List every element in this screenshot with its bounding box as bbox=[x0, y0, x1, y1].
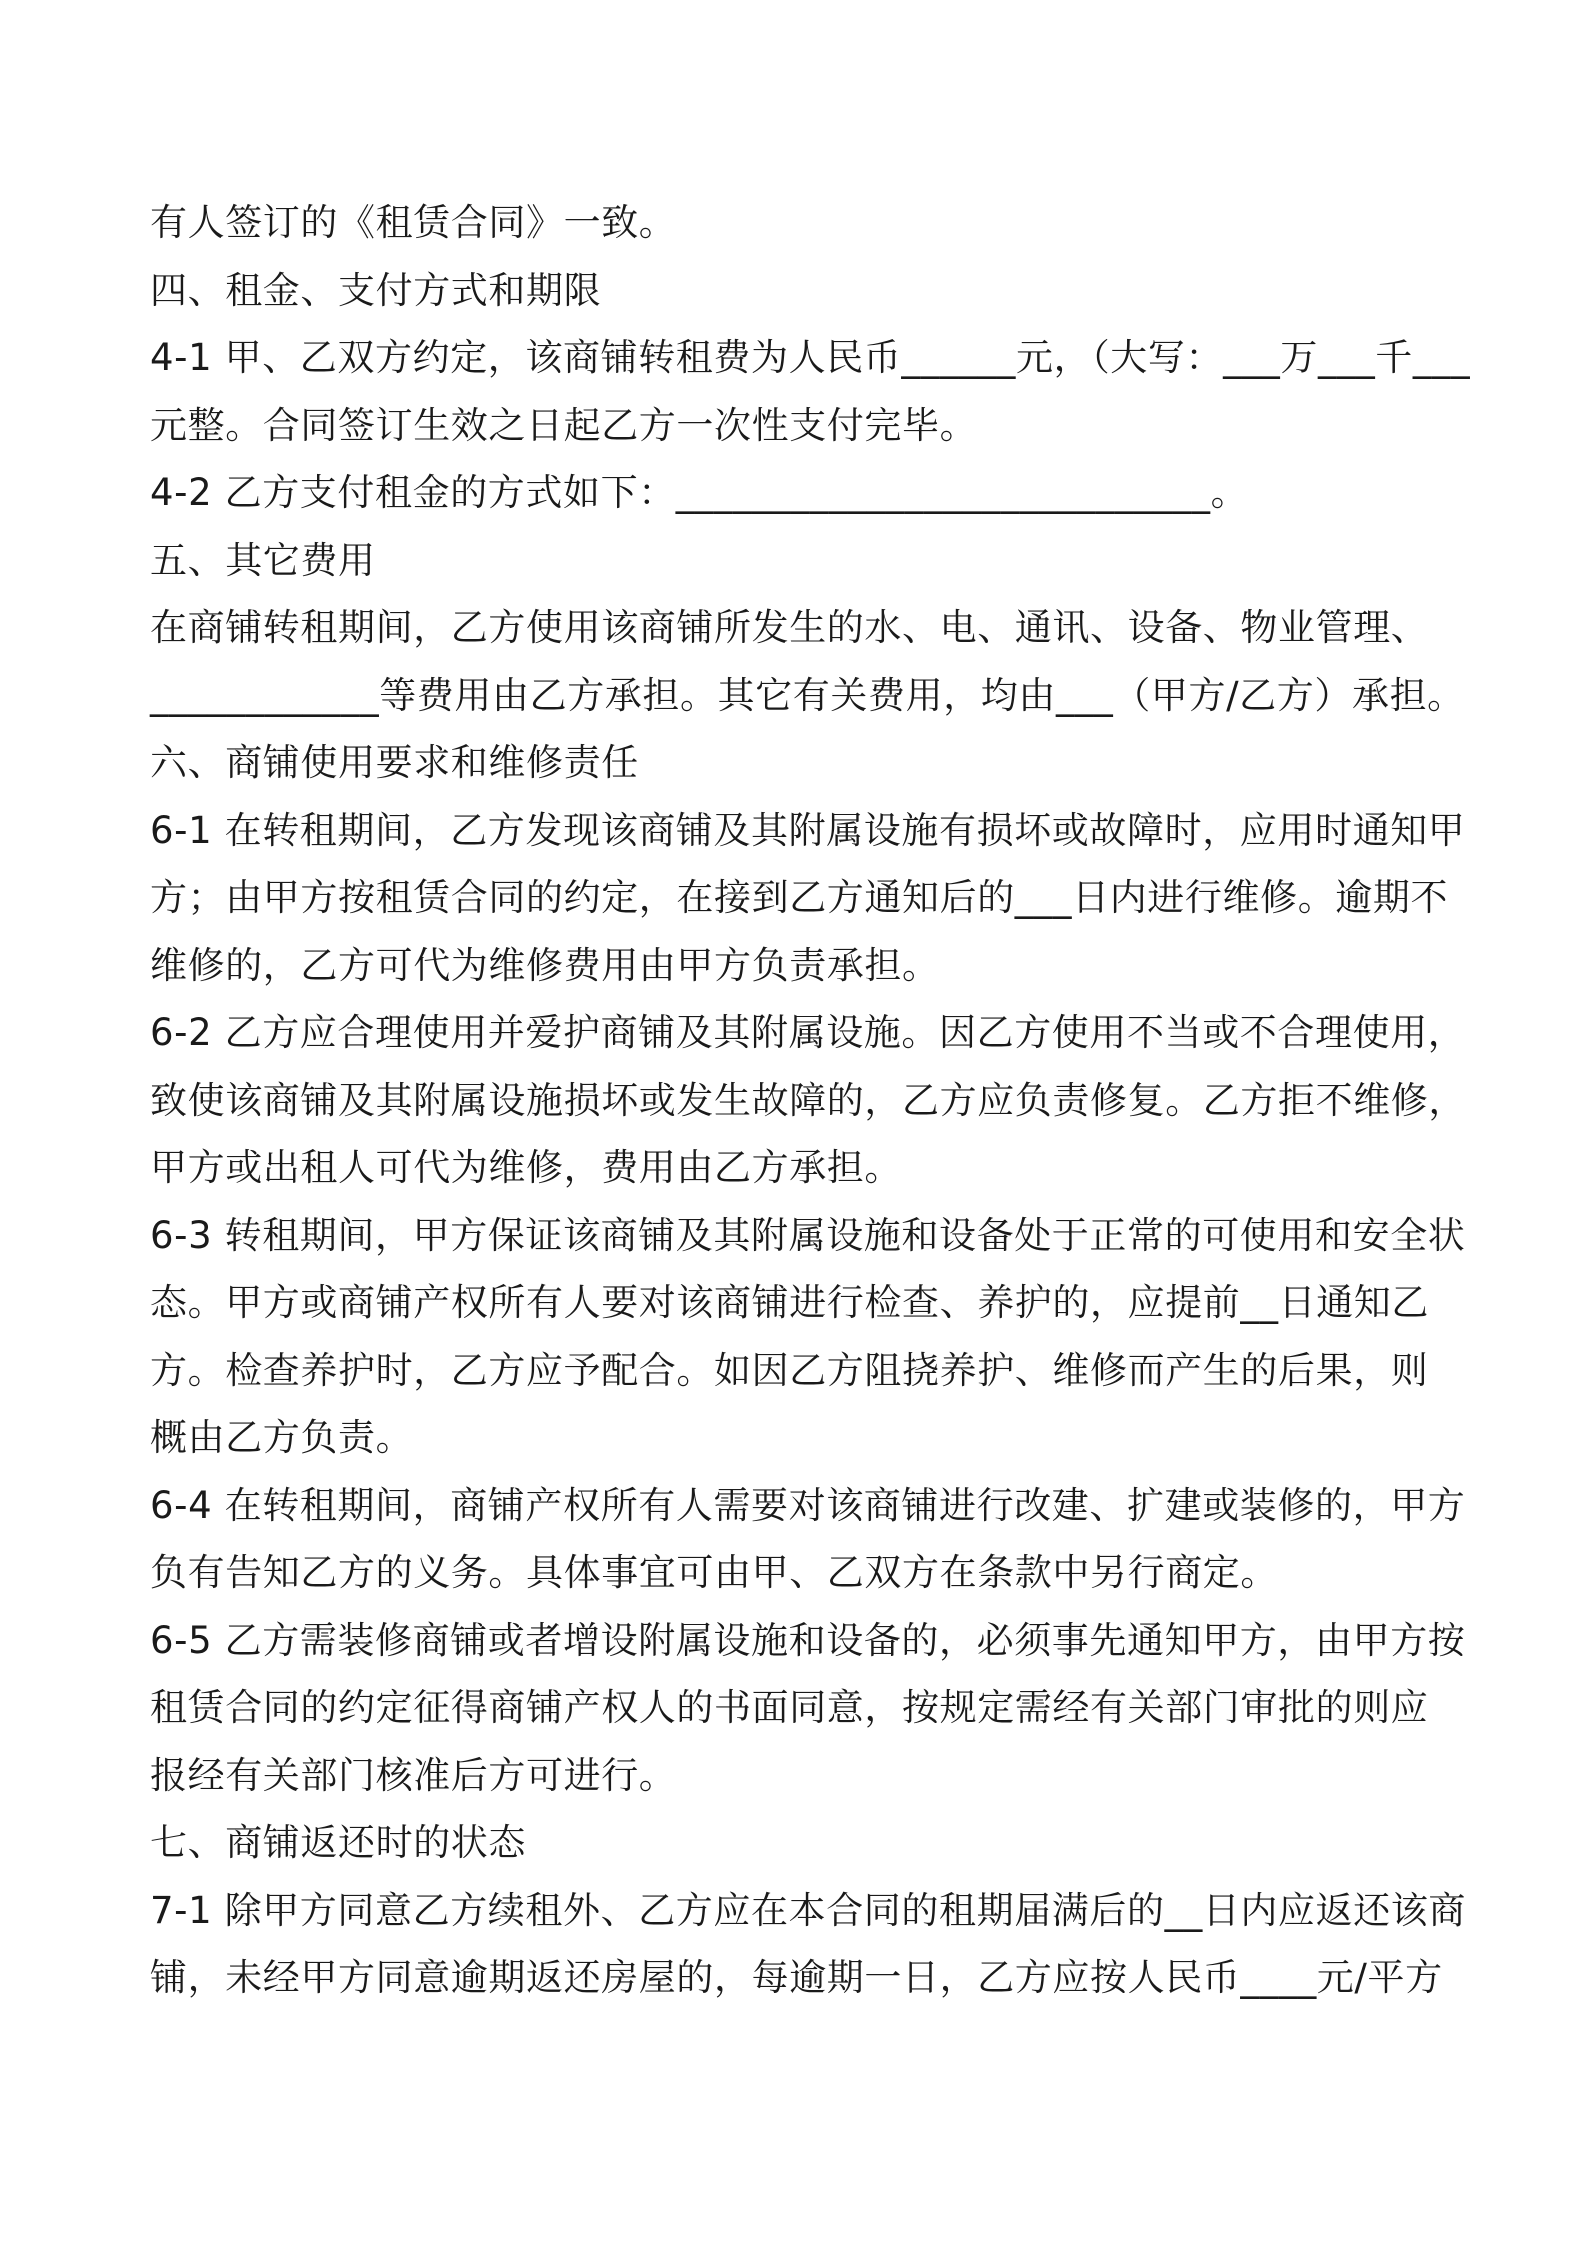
text-line: 铺，未经甲方同意逾期返还房屋的，每逾期一日，乙方应按人民币____元/平方 bbox=[150, 1956, 1443, 1999]
clause-6-2: 6-2 乙方应合理使用并爱护商铺及其附属设施。因乙方使用不当或不合理使用， bbox=[150, 1011, 1466, 1054]
text-line: 在商铺转租期间，乙方使用该商铺所发生的水、电、通讯、设备、物业管理、 bbox=[150, 606, 1429, 649]
clause-4-1: 4-1 甲、乙双方约定，该商铺转租费为人民币______元，（大写：___万___千___ bbox=[150, 336, 1471, 379]
clause-4-2: 4-2 乙方支付租金的方式如下：____________________________。 bbox=[150, 471, 1249, 514]
text-line: 态。甲方或商铺产权所有人要对该商铺进行检查、养护的，应提前__日通知乙 bbox=[150, 1281, 1429, 1324]
clause-6-4: 6-4 在转租期间，商铺产权所有人需要对该商铺进行改建、扩建或装修的，甲方 bbox=[150, 1483, 1466, 1527]
section-heading-7: 七、商铺返还时的状态 bbox=[150, 1821, 526, 1864]
clause-7-1: 7-1 除甲方同意乙方续租外、乙方应在本合同的租期届满后的__日内应返还该商 bbox=[150, 1888, 1466, 1932]
text-line: 方。检查养护时，乙方应予配合。如因乙方阻挠养护、维修而产生的后果，则 bbox=[150, 1348, 1429, 1392]
text-line: ____________等费用由乙方承担。其它有关费用，均由___（甲方/乙方）承担。 bbox=[150, 673, 1465, 717]
clause-6-5: 6-5 乙方需装修商铺或者增设附属设施和设备的，必须事先通知甲方，由甲方按 bbox=[150, 1618, 1466, 1662]
text-line: 负有告知乙方的义务。具体事宜可由甲、乙双方在条款中另行商定。 bbox=[150, 1551, 1278, 1594]
text-line: 概由乙方负责。 bbox=[150, 1416, 414, 1459]
section-heading-4: 四、租金、支付方式和期限 bbox=[150, 268, 602, 312]
clause-6-1: 6-1 在转租期间，乙方发现该商铺及其附属设施有损坏或故障时，应用时通知甲 bbox=[150, 808, 1466, 852]
text-line: 租赁合同的约定征得商铺产权人的书面同意，按规定需经有关部门审批的则应 bbox=[150, 1686, 1429, 1729]
text-line: 维修的，乙方可代为维修费用由甲方负责承担。 bbox=[150, 943, 940, 987]
text-line: 方；由甲方按租赁合同的约定，在接到乙方通知后的___日内进行维修。逾期不 bbox=[150, 876, 1449, 919]
text-line: 报经有关部门核准后方可进行。 bbox=[150, 1753, 677, 1797]
text-line: 元整。合同签订生效之日起乙方一次性支付完毕。 bbox=[150, 403, 978, 447]
clause-6-3: 6-3 转租期间，甲方保证该商铺及其附属设施和设备处于正常的可使用和安全状 bbox=[150, 1213, 1466, 1257]
section-heading-6: 六、商铺使用要求和维修责任 bbox=[150, 741, 639, 784]
text-line: 致使该商铺及其附属设施损坏或发生故障的，乙方应负责修复。乙方拒不维修， bbox=[150, 1078, 1466, 1122]
text-line: 有人签订的《租赁合同》一致。 bbox=[150, 201, 677, 244]
section-heading-5: 五、其它费用 bbox=[150, 538, 376, 582]
contract-body bbox=[150, 189, 1471, 2012]
text-line: 甲方或出租人可代为维修，费用由乙方承担。 bbox=[150, 1146, 902, 1189]
